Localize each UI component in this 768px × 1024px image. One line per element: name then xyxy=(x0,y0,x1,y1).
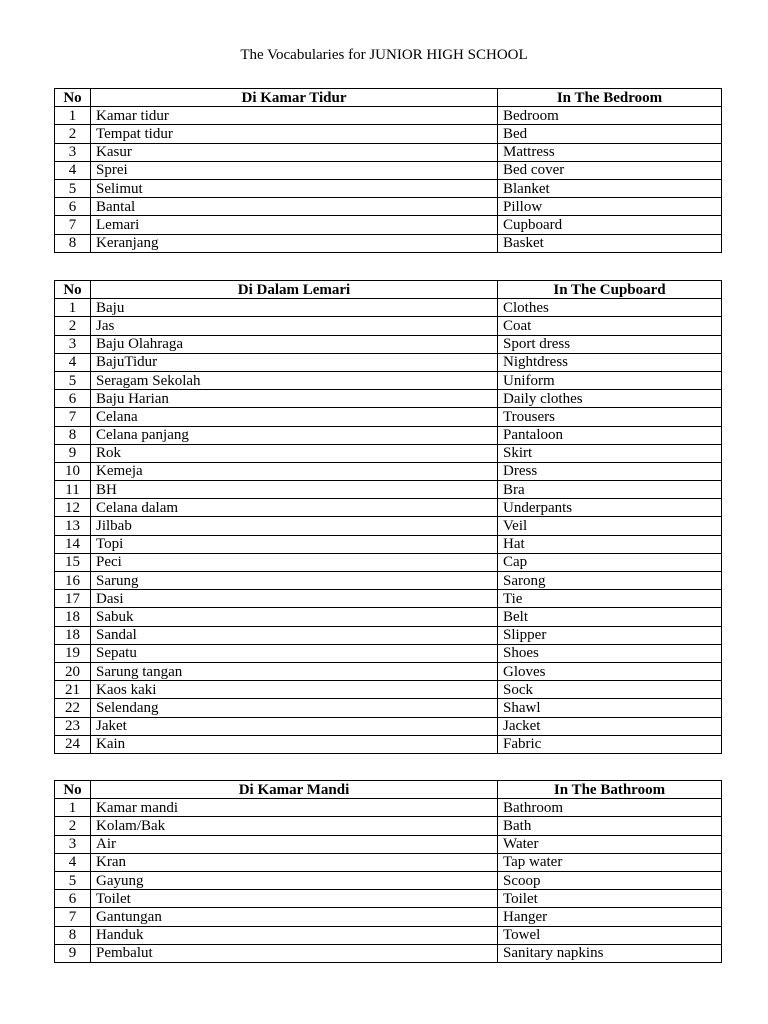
cell-indonesian-word: Selendang xyxy=(91,699,498,717)
cell-english-word: Tie xyxy=(498,590,722,608)
cell-english-word: Basket xyxy=(498,234,722,252)
cell-number: 19 xyxy=(55,644,91,662)
table-header xyxy=(55,781,722,799)
cell-number: 13 xyxy=(55,517,91,535)
cell-number: 18 xyxy=(55,626,91,644)
table-row xyxy=(55,444,722,462)
document-title: The Vocabularies for JUNIOR HIGH SCHOOL xyxy=(240,47,528,63)
cell-indonesian-word: Celana dalam xyxy=(91,499,498,517)
table-row xyxy=(55,699,722,717)
cell-english-word: Sport dress xyxy=(498,335,722,353)
cell-number: 1 xyxy=(55,299,91,317)
table-row xyxy=(55,644,722,662)
cell-number: 4 xyxy=(55,853,91,871)
cell-indonesian-word: Jilbab xyxy=(91,517,498,535)
bathroom-vocabulary-table xyxy=(54,780,722,963)
table-row xyxy=(55,426,722,444)
table-row xyxy=(55,626,722,644)
cell-indonesian-word: Kran xyxy=(91,853,498,871)
cell-english-word: Gloves xyxy=(498,662,722,680)
cell-english-word: Trousers xyxy=(498,408,722,426)
cell-number: 2 xyxy=(55,817,91,835)
cell-number: 3 xyxy=(55,335,91,353)
cell-english-word: Mattress xyxy=(498,143,722,161)
cell-number: 6 xyxy=(55,390,91,408)
table-row xyxy=(55,890,722,908)
cell-indonesian-word: Dasi xyxy=(91,590,498,608)
header-row xyxy=(55,281,722,299)
cell-number: 17 xyxy=(55,590,91,608)
table-row xyxy=(55,371,722,389)
cell-number: 8 xyxy=(55,926,91,944)
column-header-english: In The Bathroom xyxy=(498,781,722,799)
column-header-no: No xyxy=(55,89,91,107)
cell-number: 7 xyxy=(55,216,91,234)
cell-english-word: Slipper xyxy=(498,626,722,644)
cell-english-word: Bed cover xyxy=(498,161,722,179)
cell-indonesian-word: Sabuk xyxy=(91,608,498,626)
cell-english-word: Cupboard xyxy=(498,216,722,234)
cell-number: 8 xyxy=(55,234,91,252)
table-row xyxy=(55,535,722,553)
cell-indonesian-word: Seragam Sekolah xyxy=(91,371,498,389)
cell-english-word: Nightdress xyxy=(498,353,722,371)
column-header-no: No xyxy=(55,781,91,799)
cell-number: 18 xyxy=(55,608,91,626)
cell-indonesian-word: BajuTidur xyxy=(91,353,498,371)
header-row xyxy=(55,781,722,799)
cell-indonesian-word: Celana panjang xyxy=(91,426,498,444)
cell-indonesian-word: Rok xyxy=(91,444,498,462)
cupboard-vocabulary-table xyxy=(54,280,722,754)
cell-indonesian-word: Kamar tidur xyxy=(91,107,498,125)
table-row xyxy=(55,499,722,517)
cell-number: 3 xyxy=(55,143,91,161)
cell-number: 2 xyxy=(55,125,91,143)
table-row xyxy=(55,299,722,317)
cell-english-word: Underpants xyxy=(498,499,722,517)
table-row xyxy=(55,517,722,535)
table-row xyxy=(55,481,722,499)
table-body xyxy=(55,107,722,253)
cell-indonesian-word: Pembalut xyxy=(91,944,498,962)
cell-indonesian-word: Keranjang xyxy=(91,234,498,252)
column-header-indonesian: Di Kamar Mandi xyxy=(91,781,498,799)
table-body xyxy=(55,799,722,963)
table-row xyxy=(55,590,722,608)
cell-indonesian-word: Lemari xyxy=(91,216,498,234)
cell-english-word: Daily clothes xyxy=(498,390,722,408)
cell-indonesian-word: Baju Harian xyxy=(91,390,498,408)
cell-indonesian-word: Toilet xyxy=(91,890,498,908)
table-row xyxy=(55,572,722,590)
cell-english-word: Jacket xyxy=(498,717,722,735)
cell-english-word: Hanger xyxy=(498,908,722,926)
cell-english-word: Sock xyxy=(498,681,722,699)
cell-indonesian-word: Air xyxy=(91,835,498,853)
cell-number: 7 xyxy=(55,408,91,426)
cell-indonesian-word: Sandal xyxy=(91,626,498,644)
cell-english-word: Bathroom xyxy=(498,799,722,817)
cell-indonesian-word: Bantal xyxy=(91,198,498,216)
table-row xyxy=(55,717,722,735)
table-row xyxy=(55,234,722,252)
table-row xyxy=(55,835,722,853)
cell-number: 6 xyxy=(55,198,91,216)
cell-indonesian-word: Kain xyxy=(91,735,498,753)
cell-english-word: Dress xyxy=(498,462,722,480)
column-header-no: No xyxy=(55,281,91,299)
cell-indonesian-word: Sarung tangan xyxy=(91,662,498,680)
table-row xyxy=(55,390,722,408)
cell-number: 6 xyxy=(55,890,91,908)
table-row xyxy=(55,871,722,889)
cell-english-word: Veil xyxy=(498,517,722,535)
table-row xyxy=(55,198,722,216)
cell-indonesian-word: Kaos kaki xyxy=(91,681,498,699)
column-header-indonesian: Di Dalam Lemari xyxy=(91,281,498,299)
table-row xyxy=(55,462,722,480)
cell-english-word: Clothes xyxy=(498,299,722,317)
table-header xyxy=(55,281,722,299)
cell-number: 24 xyxy=(55,735,91,753)
table-row xyxy=(55,608,722,626)
table-header xyxy=(55,89,722,107)
cell-number: 1 xyxy=(55,799,91,817)
table-row xyxy=(55,143,722,161)
cell-number: 5 xyxy=(55,871,91,889)
cell-english-word: Bra xyxy=(498,481,722,499)
table-body xyxy=(55,299,722,754)
cell-number: 8 xyxy=(55,426,91,444)
table-row xyxy=(55,817,722,835)
cell-number: 12 xyxy=(55,499,91,517)
cell-number: 15 xyxy=(55,553,91,571)
cell-english-word: Pillow xyxy=(498,198,722,216)
cell-english-word: Scoop xyxy=(498,871,722,889)
cell-indonesian-word: Kolam/Bak xyxy=(91,817,498,835)
table-row xyxy=(55,944,722,962)
cell-indonesian-word: Jas xyxy=(91,317,498,335)
cell-indonesian-word: Sepatu xyxy=(91,644,498,662)
cell-number: 1 xyxy=(55,107,91,125)
table-row xyxy=(55,735,722,753)
cell-number: 11 xyxy=(55,481,91,499)
cell-indonesian-word: Gayung xyxy=(91,871,498,889)
cell-english-word: Water xyxy=(498,835,722,853)
cell-number: 10 xyxy=(55,462,91,480)
cell-number: 7 xyxy=(55,908,91,926)
table-row xyxy=(55,408,722,426)
cell-number: 4 xyxy=(55,161,91,179)
column-header-english: In The Cupboard xyxy=(498,281,722,299)
cell-english-word: Belt xyxy=(498,608,722,626)
cell-indonesian-word: Tempat tidur xyxy=(91,125,498,143)
cell-indonesian-word: Gantungan xyxy=(91,908,498,926)
cell-number: 20 xyxy=(55,662,91,680)
cell-english-word: Bed xyxy=(498,125,722,143)
cell-english-word: Shoes xyxy=(498,644,722,662)
cell-number: 22 xyxy=(55,699,91,717)
cell-number: 14 xyxy=(55,535,91,553)
cell-indonesian-word: Handuk xyxy=(91,926,498,944)
cell-number: 23 xyxy=(55,717,91,735)
cell-indonesian-word: Sprei xyxy=(91,161,498,179)
table-row xyxy=(55,662,722,680)
cell-english-word: Toilet xyxy=(498,890,722,908)
table-row xyxy=(55,335,722,353)
cell-indonesian-word: Selimut xyxy=(91,179,498,197)
cell-number: 2 xyxy=(55,317,91,335)
cell-number: 5 xyxy=(55,179,91,197)
cell-indonesian-word: Baju xyxy=(91,299,498,317)
cell-english-word: Blanket xyxy=(498,179,722,197)
table-row xyxy=(55,853,722,871)
cell-english-word: Fabric xyxy=(498,735,722,753)
cell-english-word: Coat xyxy=(498,317,722,335)
cell-number: 4 xyxy=(55,353,91,371)
cell-indonesian-word: Kamar mandi xyxy=(91,799,498,817)
cell-number: 21 xyxy=(55,681,91,699)
cell-english-word: Tap water xyxy=(498,853,722,871)
table-row xyxy=(55,107,722,125)
cell-number: 16 xyxy=(55,572,91,590)
cell-english-word: Hat xyxy=(498,535,722,553)
cell-indonesian-word: Kasur xyxy=(91,143,498,161)
table-row xyxy=(55,353,722,371)
cell-indonesian-word: Topi xyxy=(91,535,498,553)
cell-english-word: Sarong xyxy=(498,572,722,590)
cell-number: 9 xyxy=(55,444,91,462)
table-row xyxy=(55,553,722,571)
cell-english-word: Bedroom xyxy=(498,107,722,125)
column-header-english: In The Bedroom xyxy=(498,89,722,107)
bedroom-vocabulary-table xyxy=(54,88,722,253)
table-row xyxy=(55,179,722,197)
cell-english-word: Uniform xyxy=(498,371,722,389)
table-row xyxy=(55,908,722,926)
table-row xyxy=(55,926,722,944)
column-header-indonesian: Di Kamar Tidur xyxy=(91,89,498,107)
table-row xyxy=(55,681,722,699)
table-row xyxy=(55,125,722,143)
cell-english-word: Sanitary napkins xyxy=(498,944,722,962)
cell-indonesian-word: Jaket xyxy=(91,717,498,735)
cell-english-word: Bath xyxy=(498,817,722,835)
cell-indonesian-word: Celana xyxy=(91,408,498,426)
cell-english-word: Shawl xyxy=(498,699,722,717)
table-row xyxy=(55,317,722,335)
cell-indonesian-word: Baju Olahraga xyxy=(91,335,498,353)
cell-english-word: Skirt xyxy=(498,444,722,462)
header-row xyxy=(55,89,722,107)
cell-english-word: Pantaloon xyxy=(498,426,722,444)
table-row xyxy=(55,799,722,817)
cell-indonesian-word: Kemeja xyxy=(91,462,498,480)
table-row xyxy=(55,161,722,179)
table-row xyxy=(55,216,722,234)
cell-number: 5 xyxy=(55,371,91,389)
cell-english-word: Towel xyxy=(498,926,722,944)
cell-indonesian-word: BH xyxy=(91,481,498,499)
cell-number: 3 xyxy=(55,835,91,853)
cell-number: 9 xyxy=(55,944,91,962)
cell-indonesian-word: Peci xyxy=(91,553,498,571)
cell-indonesian-word: Sarung xyxy=(91,572,498,590)
cell-english-word: Cap xyxy=(498,553,722,571)
